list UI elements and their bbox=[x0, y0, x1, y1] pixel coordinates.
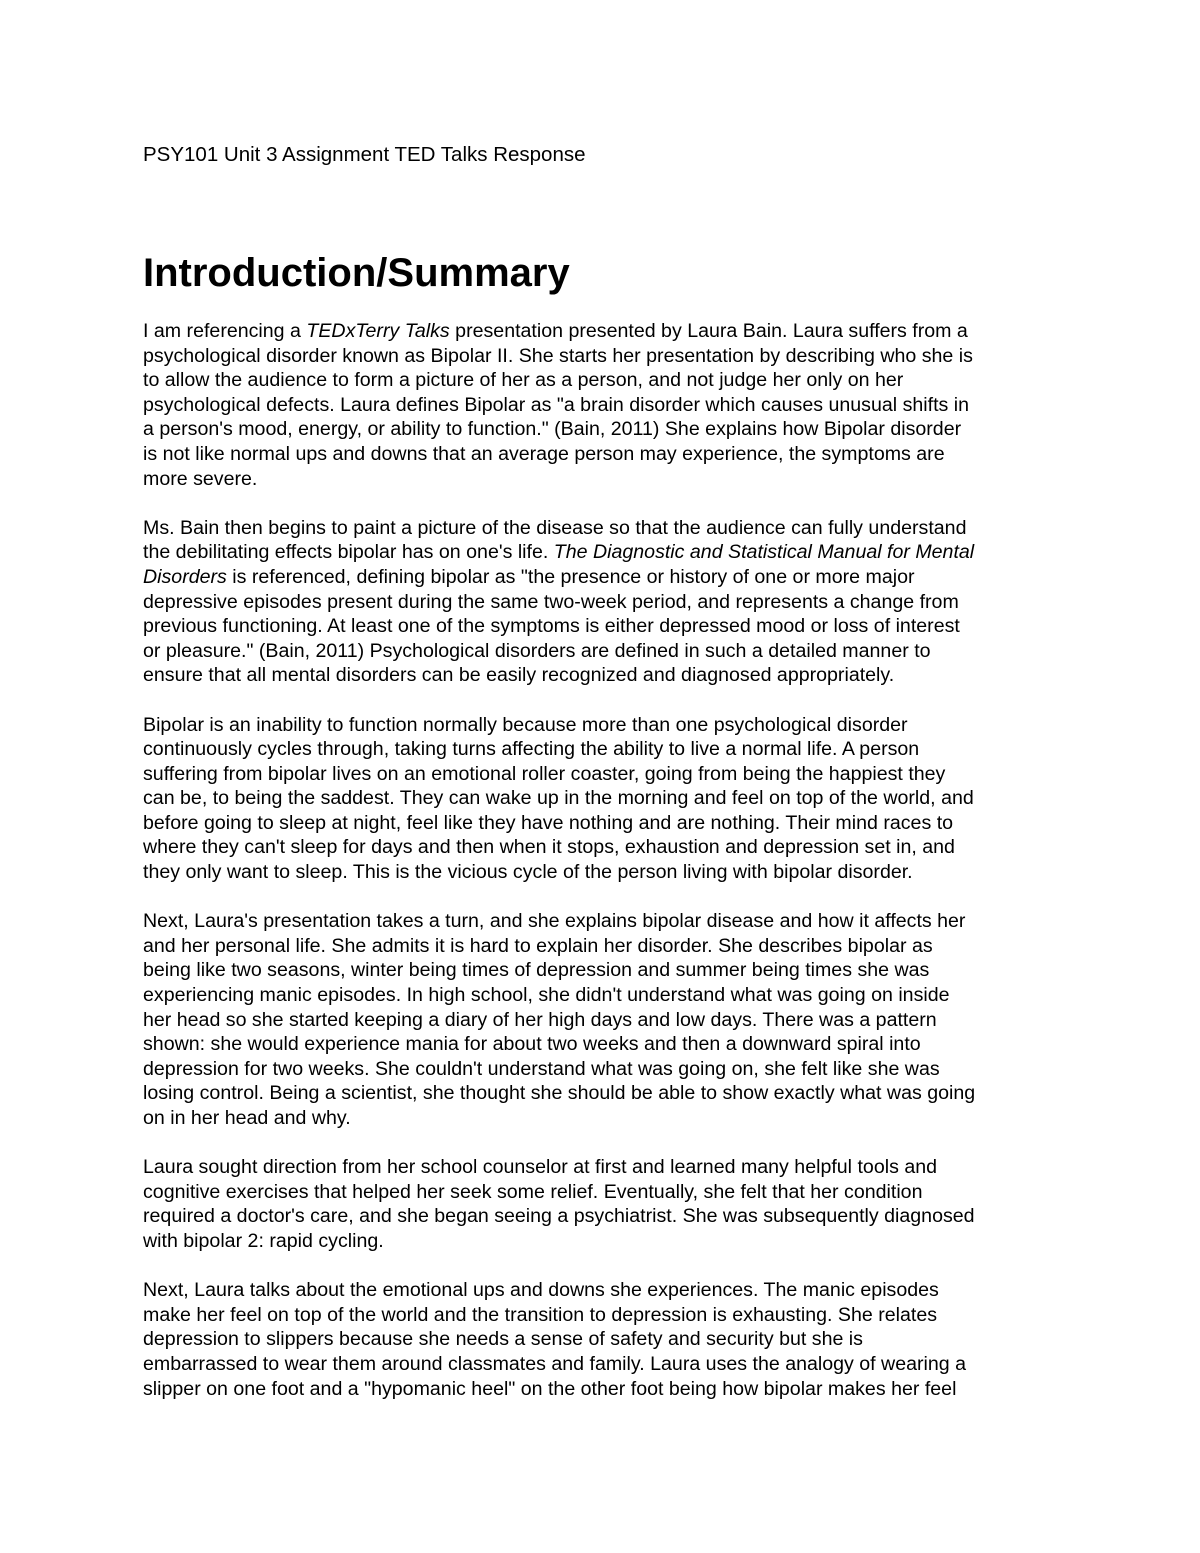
text-segment: experiencing manic episodes. In high school, she didn't understand what was going on inside bbox=[143, 984, 950, 1007]
text-line bbox=[143, 1229, 1063, 1254]
text-line bbox=[143, 1180, 1063, 1205]
body-paragraph bbox=[143, 713, 1063, 885]
text-segment: more severe. bbox=[143, 467, 258, 490]
text-segment: I am referencing a bbox=[143, 320, 307, 342]
text-line bbox=[143, 983, 1063, 1008]
text-segment: Bipolar is an inability to function normally because more than one psychological disorder bbox=[143, 713, 908, 736]
text-line bbox=[143, 467, 1063, 492]
text-segment: losing control. Being a scientist, she thought she should be able to show exactly what was going bbox=[143, 1082, 976, 1105]
text-segment: Next, Laura's presentation takes a turn, and she explains bipolar disease and how it affects her bbox=[143, 910, 966, 933]
text-segment: depression to slippers because she needs a sense of safety and security but she is bbox=[143, 1328, 863, 1351]
text-segment: before going to sleep at night, feel like they have nothing and are nothing. Their mind races to bbox=[143, 811, 954, 834]
text-line bbox=[143, 1081, 1063, 1106]
text-line bbox=[143, 614, 1063, 639]
text-line bbox=[143, 1352, 1063, 1377]
text-segment: or pleasure." (Bain, 2011) Psychological disorders are defined in such a detailed manner to bbox=[143, 639, 931, 662]
text-line bbox=[143, 1204, 1063, 1229]
text-segment: can be, to being the saddest. They can wake up in the morning and feel on top of the world, and bbox=[143, 787, 974, 810]
text-line bbox=[143, 344, 1063, 369]
text-line bbox=[143, 835, 1063, 860]
text-line bbox=[143, 540, 1063, 565]
text-segment: and her personal life. She admits it is hard to explain her disorder. She describes bipolar as bbox=[143, 934, 933, 957]
text-line bbox=[143, 1032, 1063, 1057]
text-line bbox=[143, 1106, 1063, 1131]
italic-title: TEDxTerry Talks bbox=[306, 320, 450, 342]
text-line bbox=[143, 1008, 1063, 1033]
text-segment: where they can't sleep for days and then when it stops, exhaustion and depression set in, and bbox=[143, 836, 955, 859]
text-line bbox=[143, 368, 1063, 393]
text-line bbox=[143, 442, 1063, 467]
text-segment: ensure that all mental disorders can be easily recognized and diagnosed appropriately. bbox=[143, 664, 895, 687]
text-line bbox=[143, 713, 1063, 738]
body-paragraph bbox=[143, 1155, 1063, 1253]
body-paragraph bbox=[143, 319, 1063, 491]
text-line bbox=[143, 1278, 1063, 1303]
body-paragraph bbox=[143, 909, 1063, 1130]
text-segment: they only want to sleep. This is the vicious cycle of the person living with bipolar disorder. bbox=[143, 861, 913, 884]
text-segment: previous functioning. At least one of the symptoms is either depressed mood or loss of interest bbox=[143, 615, 960, 638]
text-segment: is not like normal ups and downs that an average person may experience, the symptoms are bbox=[143, 442, 945, 465]
italic-title: Disorders bbox=[143, 565, 227, 588]
text-segment: her head so she started keeping a diary of her high days and low days. There was a pattern bbox=[143, 1008, 937, 1031]
text-segment: depression for two weeks. She couldn't understand what was going on, she felt like she was bbox=[143, 1057, 940, 1080]
text-line bbox=[143, 811, 1063, 836]
text-segment: Laura sought direction from her school counselor at first and learned many helpful tools and bbox=[143, 1156, 938, 1179]
text-segment: depressive episodes present during the same two-week period, and represents a change from bbox=[143, 590, 959, 613]
section-heading: Introduction/Summary bbox=[143, 251, 570, 295]
text-segment: presentation presented by Laura Bain. Laura suffers from a bbox=[449, 320, 968, 342]
text-line bbox=[143, 516, 1063, 541]
text-line bbox=[143, 909, 1063, 934]
text-segment: being like two seasons, winter being times of depression and summer being times she was bbox=[143, 959, 930, 982]
text-segment: Next, Laura talks about the emotional ups and downs she experiences. The manic episodes bbox=[143, 1279, 939, 1302]
text-line bbox=[143, 1155, 1063, 1180]
text-segment: is referenced, defining bipolar as "the presence or history of one or more major bbox=[226, 565, 915, 588]
text-line bbox=[143, 565, 1063, 590]
text-line bbox=[143, 1303, 1063, 1328]
text-segment: psychological disorder known as Bipolar II. She starts her presentation by describing who she is bbox=[143, 344, 973, 367]
text-segment: cognitive exercises that helped her seek some relief. Eventually, she felt that her condition bbox=[143, 1180, 923, 1203]
text-line bbox=[143, 958, 1063, 983]
text-segment: suffering from bipolar lives on an emotional roller coaster, going from being the happiest they bbox=[143, 762, 946, 785]
document-body bbox=[143, 319, 1063, 1426]
text-line bbox=[143, 1327, 1063, 1352]
text-segment: a person's mood, energy, or ability to function." (Bain, 2011) She explains how Bipolar disorder bbox=[143, 418, 962, 441]
text-line bbox=[143, 590, 1063, 615]
text-segment: on in her head and why. bbox=[143, 1107, 351, 1129]
text-segment: Ms. Bain then begins to paint a picture of the disease so that the audience can fully understand bbox=[143, 516, 967, 539]
text-line bbox=[143, 639, 1063, 664]
text-segment: make her feel on top of the world and the transition to depression is exhausting. She relates bbox=[143, 1303, 938, 1326]
text-segment: continuously cycles through, taking turns affecting the ability to live a normal life. A person bbox=[143, 738, 920, 761]
text-segment: with bipolar 2: rapid cycling. bbox=[143, 1229, 384, 1252]
text-line bbox=[143, 1377, 1063, 1402]
text-line bbox=[143, 737, 1063, 762]
text-line bbox=[143, 663, 1063, 688]
text-line bbox=[143, 786, 1063, 811]
text-line bbox=[143, 319, 1063, 344]
text-segment: slipper on one foot and a "hypomanic heel" on the other foot being how bipolar makes her feel bbox=[143, 1377, 957, 1400]
text-line bbox=[143, 417, 1063, 442]
text-line bbox=[143, 393, 1063, 418]
italic-title: The Diagnostic and Statistical Manual for Mental bbox=[553, 541, 975, 564]
text-line bbox=[143, 1057, 1063, 1082]
text-segment: the debilitating effects bipolar has on one's life. bbox=[143, 541, 554, 564]
body-paragraph bbox=[143, 516, 1063, 688]
text-line bbox=[143, 934, 1063, 959]
text-segment: psychological defects. Laura defines Bipolar as "a brain disorder which causes unusual shifts in bbox=[143, 393, 969, 416]
text-line bbox=[143, 762, 1063, 787]
text-line bbox=[143, 860, 1063, 885]
text-segment: embarrassed to wear them around classmates and family. Laura uses the analogy of wearing a bbox=[143, 1352, 967, 1375]
body-paragraph bbox=[143, 1278, 1063, 1401]
text-segment: required a doctor's care, and she began seeing a psychiatrist. She was subsequently diagnosed bbox=[143, 1205, 975, 1228]
document-title: PSY101 Unit 3 Assignment TED Talks Response bbox=[143, 143, 586, 166]
text-segment: shown: she would experience mania for about two weeks and then a downward spiral into bbox=[143, 1033, 921, 1056]
text-segment: to allow the audience to form a picture of her as a person, and not judge her only on her bbox=[143, 369, 904, 392]
